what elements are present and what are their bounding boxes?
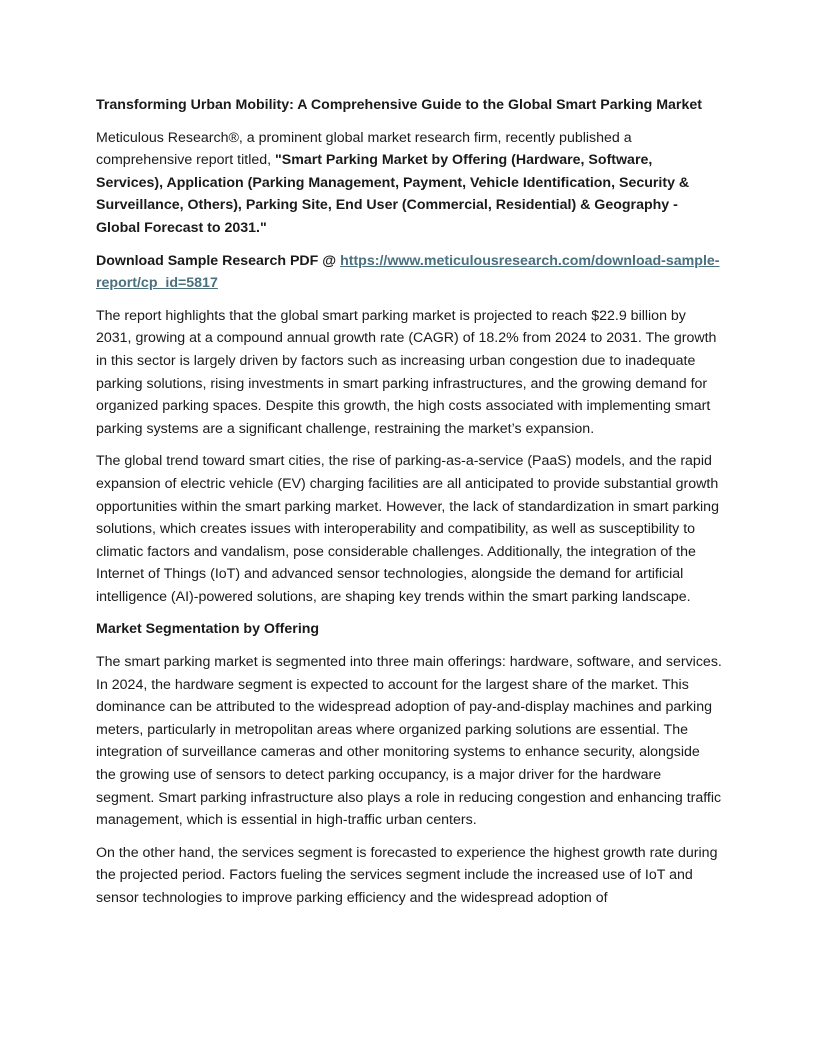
download-paragraph <box>96 250 722 295</box>
services-paragraph: On the other hand, the services segment is forecasted to experience the highest growth rate during the projected period. Factors fueling the services segment include the increased use of IoT and sensor technologies to improve parking efficiency and the widespread adoption of <box>96 844 718 906</box>
trends-paragraph: The global trend toward smart cities, the rise of parking-as-a-service (PaaS) models, and the rapid expansion of electric vehicle (EV) charging facilities are all anticipated to provide substantial growth opportunities within the smart parking market. However, the lack of standardization in smart parking solutions, which creates issues with interoperability and compatibility, as well as susceptibility to climatic factors and vandalism, pose considerable challenges. Additionally, the integration of the Internet of Things (IoT) and advanced sensor technologies, alongside the demand for artificial intelligence (AI)-powered solutions, are shaping key trends within the smart parking landscape. <box>96 453 719 605</box>
document-title: Transforming Urban Mobility: A Comprehensive Guide to the Global Smart Parking Market <box>96 97 702 113</box>
segmentation-heading: Market Segmentation by Offering <box>96 621 320 638</box>
report-title: "Smart Parking Market by Offering (Hardware, Software, Services), Application (Parking Management, Payment, Vehicle Identification, Security & Surveillance, Others), Parking Site, End User (Commercial, Residential) & Geography - Global Forecast to 2031." <box>96 152 690 236</box>
download-label: Download Sample Research PDF @ <box>96 252 341 269</box>
intro-paragraph <box>96 127 722 240</box>
download-sample-link[interactable]: https://www.meticulousresearch.com/download-sample-report/cp_id=5817 <box>96 252 720 292</box>
highlights-paragraph: The report highlights that the global smart parking market is projected to reach $22.9 billion by 2031, growing at a compound annual growth rate (CAGR) of 18.2% from 2024 to 2031. The growth in this sector is largely driven by factors such as increasing urban congestion due to inadequate parking solutions, rising investments in smart parking infrastructures, and the growing demand for organized parking spaces. Despite this growth, the high costs associated with implementing smart parking systems are a significant challenge, restraining the market’s expansion. <box>96 307 717 437</box>
document-page <box>96 94 722 920</box>
segmentation-paragraph: The smart parking market is segmented into three main offerings: hardware, software, and services. In 2024, the hardware segment is expected to account for the largest share of the market. This dominance can be attributed to the widespread adoption of pay-and-display machines and parking meters, particularly in metropolitan areas where organized parking solutions are essential. The integration of surveillance cameras and other monitoring systems to enhance security, alongside the growing use of sensors to detect parking occupancy, is a major driver for the hardware segment. Smart parking infrastructure also plays a role in reducing congestion and enhancing traffic management, which is essential in high-traffic urban centers. <box>96 654 722 829</box>
intro-text: Meticulous Research®, a prominent global market research firm, recently published a comprehensive report titled, <box>96 129 632 169</box>
